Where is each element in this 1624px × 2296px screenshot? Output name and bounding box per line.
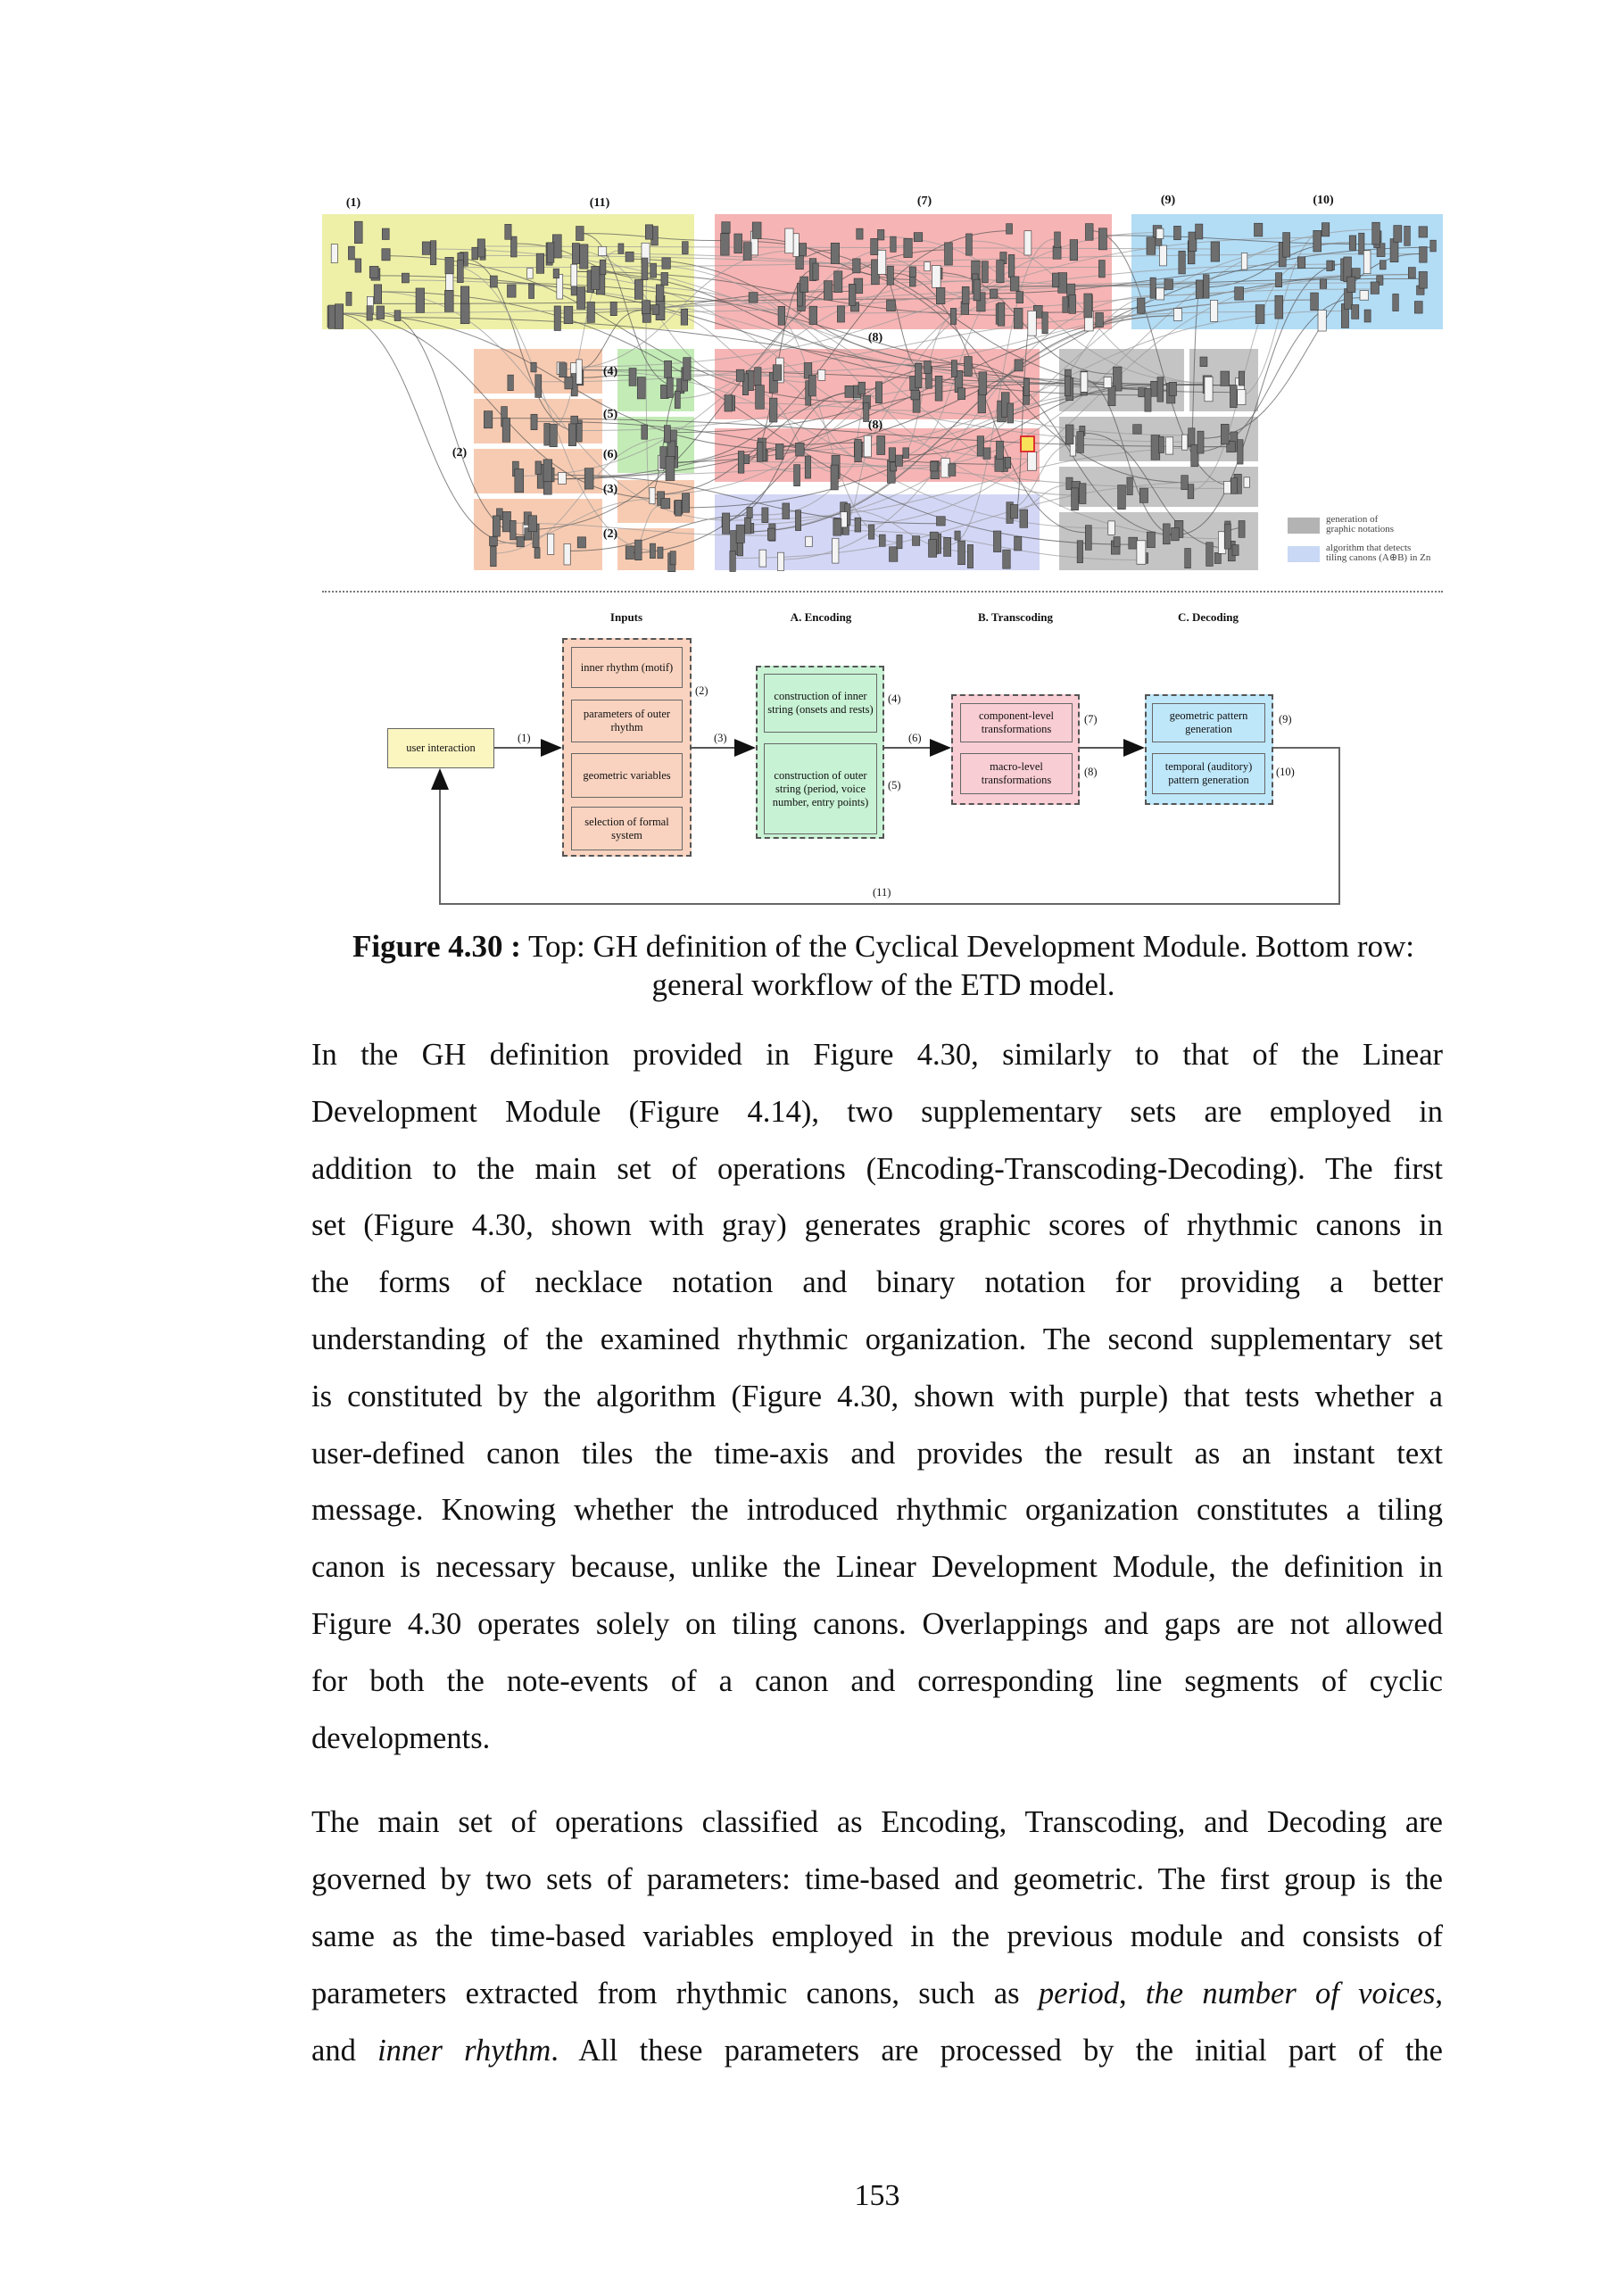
text-segment: is constituted by the algorithm (Figure 4.30, shown with purple) that tests whether a — [311, 1379, 1443, 1413]
gh-section-label: (7) — [916, 195, 932, 208]
header-transcoding: B. Transcoding — [977, 610, 1054, 624]
page-number: 153 — [854, 2179, 900, 2212]
gh-section-label: (2) — [452, 446, 468, 460]
text-line — [311, 1720, 1443, 1756]
text-line — [311, 1094, 1443, 1130]
encoding-outer-string: construction of outer string (period, voice number, entry points) — [764, 743, 877, 834]
text-segment: for both the note-events of a canon and corresponding line segments of cyclic — [311, 1663, 1443, 1698]
header-decoding: C. Decoding — [1178, 610, 1239, 624]
text-segment: . All these parameters are processed by the initial part of the — [551, 2033, 1443, 2068]
text-line — [311, 1037, 1443, 1073]
step-label-2: (2) — [695, 684, 708, 697]
gh-section-label: (2) — [602, 527, 618, 541]
header-inputs: Inputs — [609, 610, 643, 624]
text-segment: and — [311, 2033, 378, 2068]
step-label-7: (7) — [1084, 713, 1098, 725]
step-label-11: (11) — [873, 886, 891, 899]
gh-section-label: (9) — [1160, 194, 1176, 207]
gh-section-label: (8) — [867, 331, 883, 344]
text-segment: understanding of the examined rhythmic organization. The second supplementary set — [311, 1322, 1443, 1356]
text-line — [311, 1663, 1443, 1699]
text-line — [311, 1207, 1443, 1243]
italic-term: inner rhythm — [377, 2033, 551, 2068]
figure-caption-line-2: general workflow of the ETD model. — [651, 967, 1115, 1002]
italic-term: the number of voices — [1145, 1976, 1436, 2010]
text-segment: same as the time-based variables employed in the previous module and consists of — [311, 1919, 1443, 1953]
legend-text-blue: algorithm that detects tiling canons (A⊕B) in Zn — [1326, 543, 1431, 563]
encoding-inner-string: construction of inner string (onsets and rests) — [764, 674, 877, 733]
text-segment: , — [1435, 1976, 1444, 2010]
text-segment: set (Figure 4.30, shown with gray) generates graphic scores of rhythmic canons in — [311, 1208, 1443, 1243]
gh-section-label: (6) — [602, 448, 618, 461]
step-label-6: (6) — [908, 732, 922, 744]
gh-section-label: (10) — [1313, 194, 1334, 207]
input-formal-system: selection of formal system — [571, 807, 683, 850]
text-line — [311, 1151, 1443, 1187]
text-line — [311, 1264, 1443, 1300]
step-label-1: (1) — [518, 732, 531, 744]
text-segment: In the GH definition provided in Figure 4.30, similarly to that of the Linear — [311, 1038, 1443, 1072]
text-line — [311, 1492, 1443, 1528]
text-line — [311, 2033, 1443, 2068]
text-segment: Figure 4.30 operates solely on tiling canons. Overlappings and gaps are not allowed — [311, 1607, 1443, 1641]
text-segment: canon is necessary because, unlike the Linear Development Module, the definition in — [311, 1550, 1443, 1585]
figure-caption — [303, 928, 1463, 966]
decoding-temporal-pattern: temporal (auditory) pattern generation — [1152, 753, 1265, 794]
step-label-9: (9) — [1279, 713, 1292, 725]
gh-section-label: (1) — [345, 196, 361, 210]
transcoding-macro-level: macro-level transformations — [960, 753, 1073, 794]
input-inner-rhythm: inner rhythm (motif) — [571, 647, 683, 688]
header-encoding: A. Encoding — [790, 610, 852, 624]
text-segment: governed by two sets of parameters: time-based and geometric. The first group is the — [311, 1862, 1443, 1897]
step-label-5: (5) — [888, 779, 901, 792]
text-segment: the forms of necklace notation and binary notation for providing a better — [311, 1265, 1443, 1300]
text-line — [311, 1322, 1443, 1357]
text-line — [311, 1549, 1443, 1585]
user-interaction-box: user interaction — [387, 728, 494, 768]
text-line — [311, 1861, 1443, 1897]
gh-section-label: (3) — [602, 483, 618, 496]
text-segment: , — [1118, 1976, 1146, 2010]
step-label-3: (3) — [714, 732, 727, 744]
text-segment: message. Knowing whether the introduced rhythmic organization constitutes a tiling — [311, 1493, 1443, 1528]
caption-line-1: Top: GH definition of the Cyclical Development Module. Bottom row: — [520, 929, 1414, 964]
italic-term: period — [1038, 1976, 1119, 2010]
text-segment: parameters extracted from rhythmic canons, such as — [311, 1976, 1039, 2010]
text-line — [311, 1606, 1443, 1642]
input-geometric-variables: geometric variables — [571, 753, 683, 798]
text-segment: The main set of operations classified as Encoding, Transcoding, and Decoding are — [311, 1805, 1443, 1840]
text-line — [311, 1804, 1443, 1840]
text-segment: Development Module (Figure 4.14), two supplementary sets are employed in — [311, 1094, 1443, 1129]
input-outer-rhythm: parameters of outer rhythm — [571, 700, 683, 742]
gh-section-label: (4) — [602, 365, 618, 378]
gh-section-label: (11) — [589, 196, 610, 210]
text-line — [311, 1436, 1443, 1471]
legend-text-gray: generation of graphic notations — [1326, 514, 1395, 535]
text-segment: addition to the main set of operations (Encoding-Transcoding-Decoding). The first — [311, 1151, 1443, 1186]
step-label-10: (10) — [1276, 766, 1295, 778]
caption-label: Figure 4.30 : — [352, 929, 521, 964]
text-line — [311, 1379, 1443, 1414]
text-line — [311, 1919, 1443, 1954]
transcoding-component-level: component-level transformations — [960, 703, 1073, 742]
step-label-4: (4) — [888, 692, 901, 705]
decoding-geometric-pattern: geometric pattern generation — [1152, 703, 1265, 742]
gh-section-label: (5) — [602, 408, 618, 421]
text-segment: user-defined canon tiles the time-axis and provides the result as an instant text — [311, 1436, 1443, 1471]
step-label-8: (8) — [1084, 766, 1098, 778]
text-line — [311, 1976, 1443, 2011]
gh-section-label: (8) — [867, 419, 883, 432]
text-segment: developments. — [311, 1720, 491, 1755]
